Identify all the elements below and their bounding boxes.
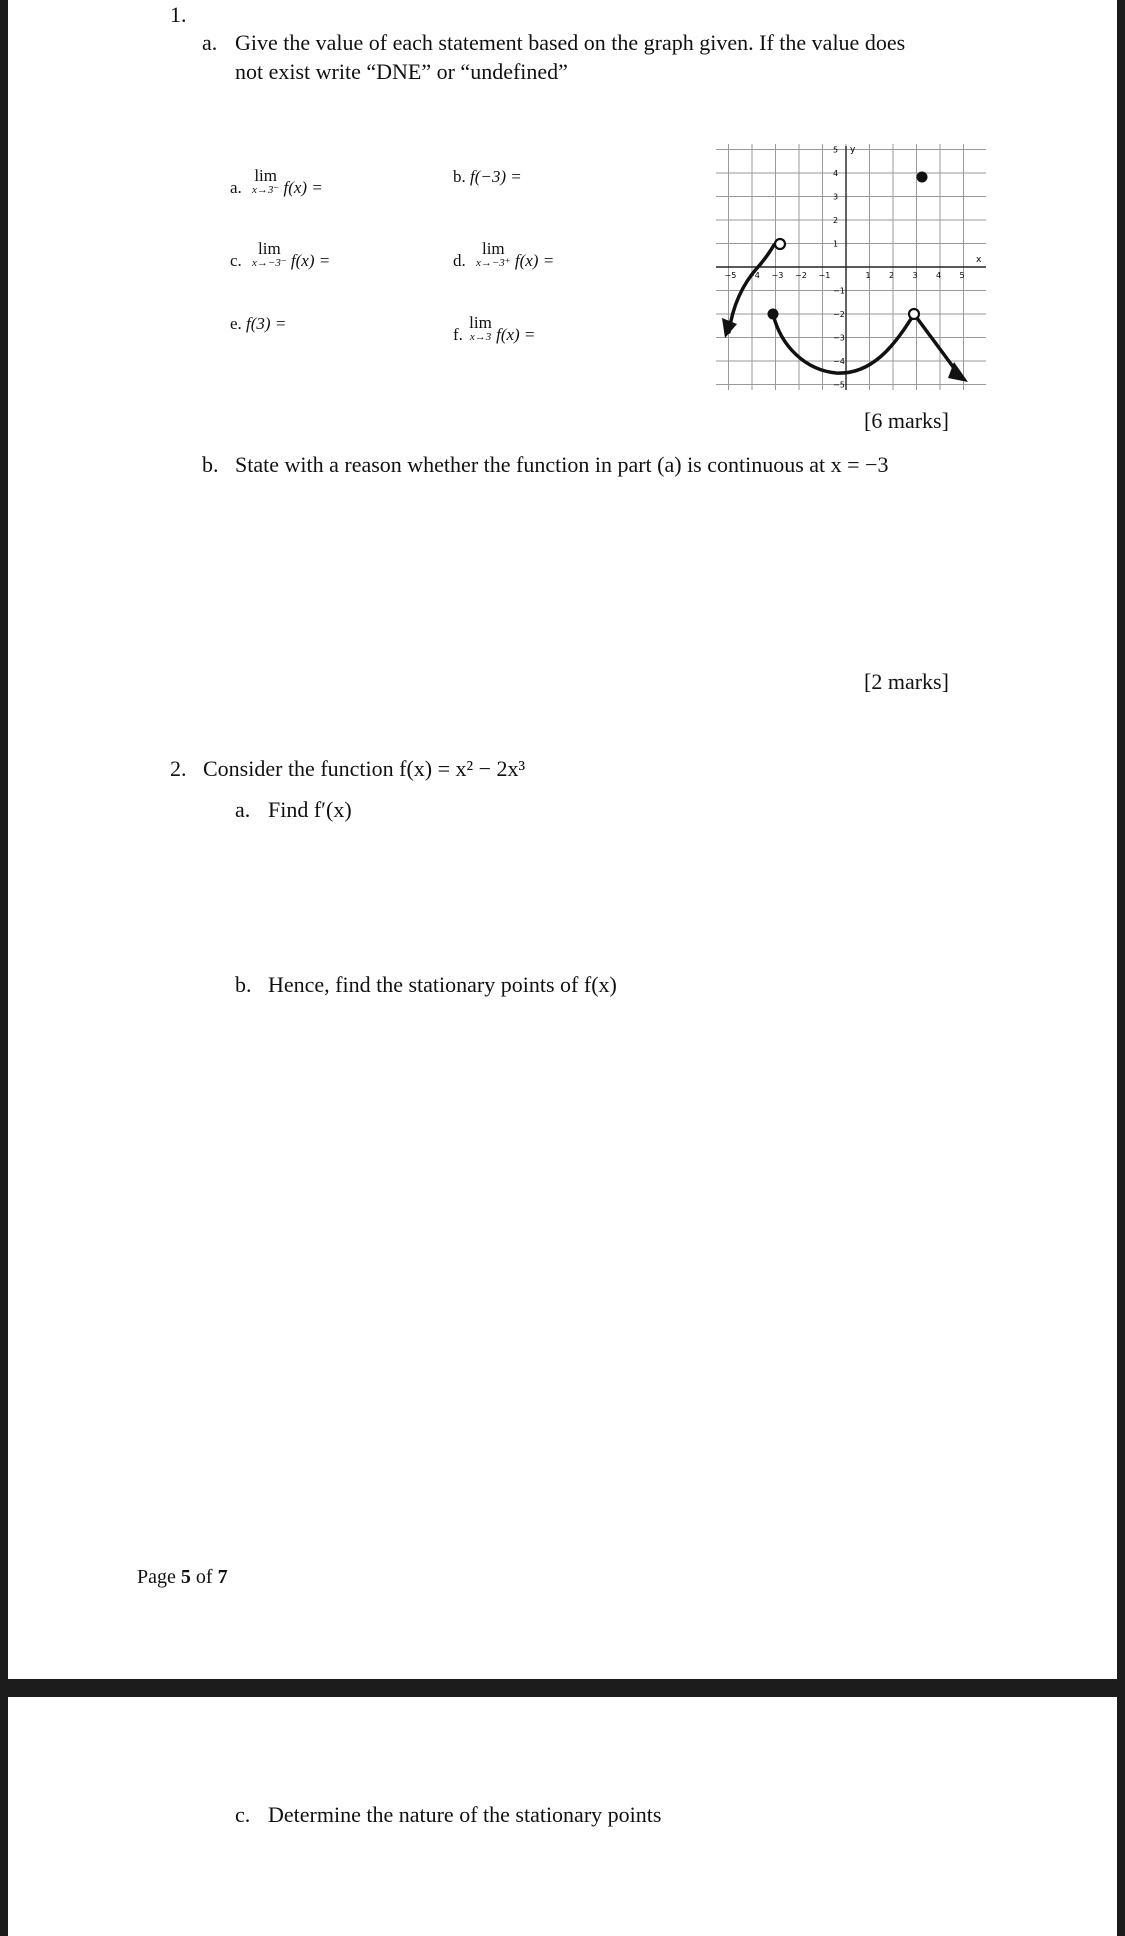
open-point-right bbox=[909, 309, 919, 319]
x-tick-labels bbox=[725, 271, 965, 280]
footer-of: of bbox=[195, 1566, 213, 1588]
q2c-label: c. bbox=[235, 1802, 251, 1827]
y-tick-label: 1 bbox=[833, 239, 839, 249]
q2a-label: a. bbox=[235, 797, 251, 822]
right-branch-curve bbox=[914, 314, 959, 375]
x-tick-label: 4 bbox=[936, 271, 942, 280]
y-tick-label: −4 bbox=[833, 357, 845, 366]
item-d-op: lim bbox=[481, 239, 505, 258]
q1b-text: State with a reason whether the function in part (a) is continuous at x = −3 bbox=[235, 452, 889, 477]
item-f-sub: x→3 bbox=[469, 331, 492, 343]
x-tick-label: 1 bbox=[865, 271, 871, 280]
item-a bbox=[230, 167, 323, 198]
x-tick-label: 5 bbox=[959, 271, 965, 280]
function-graph bbox=[716, 142, 988, 392]
y-tick-label: −3 bbox=[833, 333, 845, 343]
item-a-op: lim bbox=[254, 166, 277, 185]
marks-q1b: [2 marks] bbox=[864, 669, 949, 694]
footer-page-num: 5 bbox=[180, 1566, 191, 1588]
worksheet-page-5 bbox=[8, 0, 1117, 1679]
x-tick-label: −5 bbox=[724, 271, 737, 280]
y-tick-label: 4 bbox=[833, 169, 839, 178]
item-a-label: a. bbox=[230, 178, 242, 197]
closed-point-left bbox=[768, 309, 779, 320]
q1b-label: b. bbox=[202, 452, 219, 477]
x-tick-label: −4 bbox=[748, 271, 760, 280]
closed-point-top bbox=[917, 172, 928, 183]
item-f-label: f. bbox=[453, 325, 463, 344]
item-d-lim bbox=[476, 240, 511, 269]
q2b-label: b. bbox=[235, 972, 252, 997]
item-a-lim bbox=[252, 167, 279, 196]
item-a-expr: f(x) = bbox=[283, 178, 323, 197]
q1a-text-line2: not exist write “DNE” or “undefined” bbox=[235, 59, 568, 84]
item-f-expr: f(x) = bbox=[496, 325, 536, 344]
item-c-op: lim bbox=[258, 239, 281, 258]
footer-prefix: Page bbox=[137, 1566, 176, 1588]
item-f-lim bbox=[469, 314, 492, 343]
item-b-expr: f(−3) = bbox=[470, 167, 522, 186]
y-tick-label: 5 bbox=[833, 145, 839, 155]
item-c-label: c. bbox=[230, 251, 242, 270]
worksheet-page-6 bbox=[8, 1697, 1117, 1936]
item-c-sub: x→−3⁻ bbox=[252, 257, 287, 269]
item-b bbox=[453, 167, 522, 187]
item-c bbox=[230, 240, 330, 271]
item-c-lim bbox=[252, 240, 287, 269]
item-e bbox=[230, 314, 286, 334]
x-tick-label: 3 bbox=[912, 271, 918, 280]
y-tick-label: −2 bbox=[833, 310, 845, 319]
question-2-number: 2. bbox=[170, 756, 187, 781]
y-tick-label: −1 bbox=[833, 286, 845, 296]
y-tick-label: 3 bbox=[833, 192, 839, 202]
marks-q1a: [6 marks] bbox=[864, 408, 949, 433]
item-d-sub: x→−3⁺ bbox=[476, 257, 511, 269]
x-axis-label: x bbox=[976, 255, 982, 265]
page-footer bbox=[137, 1566, 228, 1589]
y-axis-label: y bbox=[850, 145, 856, 155]
question-1-number: 1. bbox=[170, 2, 187, 27]
footer-page-total: 7 bbox=[217, 1566, 228, 1588]
q1a-label: a. bbox=[202, 30, 218, 55]
y-tick-label: 2 bbox=[833, 216, 839, 225]
open-point-left bbox=[775, 239, 785, 249]
q2c-text: Determine the nature of the stationary points bbox=[268, 1802, 662, 1827]
item-c-expr: f(x) = bbox=[290, 251, 331, 270]
item-d-label: d. bbox=[453, 251, 466, 270]
item-e-label: e. bbox=[230, 314, 242, 333]
item-f bbox=[453, 314, 535, 345]
left-arrowhead bbox=[722, 318, 737, 338]
item-d bbox=[453, 240, 554, 271]
q2-text: Consider the function f(x) = x² − 2x³ bbox=[203, 756, 526, 781]
q1a-text-line1: Give the value of each statement based on the graph given. If the value does bbox=[235, 30, 906, 55]
item-f-op: lim bbox=[469, 313, 492, 332]
q2b-text: Hence, find the stationary points of f(x) bbox=[268, 972, 617, 997]
item-d-expr: f(x) = bbox=[514, 251, 555, 270]
item-a-sub: x→3⁻ bbox=[252, 184, 280, 196]
x-tick-label: −2 bbox=[795, 271, 807, 280]
x-tick-label: 2 bbox=[889, 271, 895, 280]
x-tick-label: −3 bbox=[771, 271, 784, 280]
item-e-expr: f(3) = bbox=[246, 314, 287, 333]
x-tick-label: −1 bbox=[818, 271, 831, 280]
y-tick-label: −5 bbox=[833, 380, 845, 390]
q2a-text: Find f′(x) bbox=[268, 797, 352, 822]
item-b-label: b. bbox=[453, 167, 466, 186]
